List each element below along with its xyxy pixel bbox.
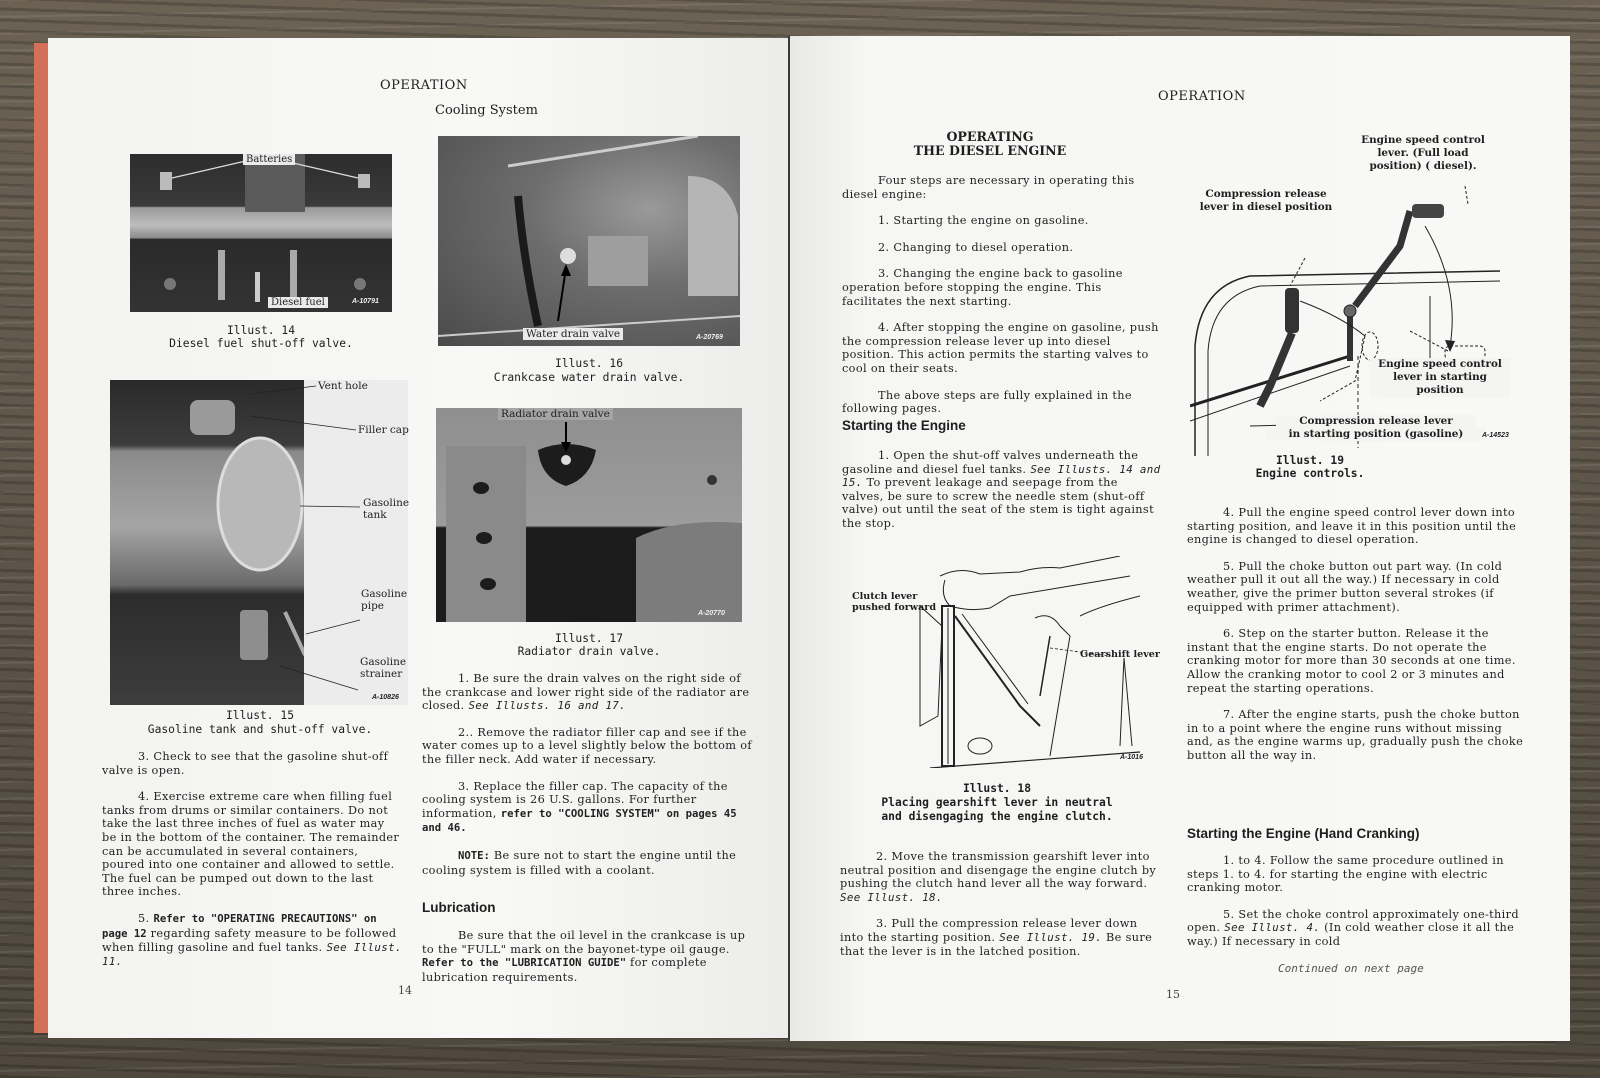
illust-17-caption: Radiator drain valve. [517,645,661,658]
paragraph: 7. After the engine starts, push the choke button in to a point where the engine runs without missing and, as the engine warms up, gradually push the choke button all the way in. [1187,708,1524,762]
illust-17-photo [436,408,742,622]
label-gasoline-tank-1: Gasoline [363,497,410,509]
illust-19-caption: Engine controls. [1255,467,1365,480]
illust-reference: See Illust. 18. [840,890,943,904]
paragraph: 3. Pull the compression release lever down into the starting position. See Illust. 19. Be sure that the lever is in the latched position. [840,917,1153,958]
page-number: 14 [398,984,412,997]
illust-code: A-20770 [698,610,725,617]
label-compression-start-2: in starting position (gasoline) [1266,428,1486,441]
paragraph: 5. Refer to "OPERATING PRECAUTIONS" on page 12 regarding safety measure to be followed when filling gasoline and fuel tanks. See Illust. 11. [102,911,402,968]
paragraph: 1. to 4. Follow the same procedure outlined in steps 1. to 4. for starting the engine with electric cranking motor. [1187,854,1504,895]
illust-code: A-14523 [1482,432,1509,439]
label-speed-lever-full-1: Engine speed control [1361,134,1485,146]
label-radiator-drain-valve: Radiator drain valve [498,408,613,420]
title-line-1: OPERATING [946,129,1034,144]
step-item: 1. Starting the engine on gasoline. [878,214,1089,228]
paragraph: 4. Exercise extreme care when filling fuel tanks from drums or similar containers. Do not take the last three inches of fuel as water may be in the bottom of the container. The remainder can be accumulated in several containers, poured into one container and allowed to settle. The fuel can be pumped out down to the last three inches. [102,790,400,899]
illust-reference: See Illust. 11. [102,941,402,968]
illust-14-caption: Diesel fuel shut-off valve. [169,337,353,350]
illust-14-drawing [130,154,392,312]
label-gasoline-tank-2: tank [363,509,387,521]
illust-reference: See Illusts. 14 and 15. [842,462,1161,490]
illust-15-leader-lines [110,380,410,705]
note: NOTE: Be sure not to start the engine until the cooling system is filled with a coolant. [422,848,737,877]
lubrication-text [422,929,754,997]
label-gasoline-strainer-1: Gasoline [360,656,407,668]
paragraph: 6. Step on the starter button. Release it the instant that the engine starts. Do not operate the cranking motor for more than 30 seconds at one time. Allow the cranking motor to cool 2 or 3 minutes and repeat the starting operations. [1187,627,1516,695]
page-15 [790,36,1570,1041]
illust-18-caption-2: and disengaging the engine clutch. [881,810,1113,823]
page-14 [48,38,790,1038]
paragraph: 5. Pull the choke button out part way. (In cold weather pull it out all the way.) If necessary in cold weather, give the primer button several strokes (if equipped with primer attachment). [1187,559,1503,614]
label-gearshift-lever: Gearshift lever [1080,649,1160,660]
label-vent-hole: Vent hole [318,380,368,392]
paragraph: Be sure that the oil level in the crankcase is up to the "FULL" mark on the bayonet-type oil gauge. Refer to the "LUBRICATION GUIDE" for complete lubrication requirements. [422,929,746,984]
label-water-drain-valve: Water drain valve [523,328,623,340]
illust-reference: See Illust. 19. [999,930,1103,944]
illust-reference: See Illusts. 16 and 17. [468,699,626,713]
label-clutch-lever-1: Clutch lever [852,591,918,602]
section-head: Cooling System [435,103,538,118]
illust-16-drawing [438,136,740,346]
illust-17-drawing [436,408,742,622]
label-compression-diesel-2: lever in diesel position [1199,201,1333,213]
illust-14-photo [130,154,392,312]
label-speed-lever-start-3: position [1370,384,1510,397]
paragraph: 5. Set the choke control approximately one-third open. See Illust. 4. (In cold weather close it all the way.) If necessary in cold [1187,907,1519,948]
label-speed-lever-full-2: lever. (Full load [1377,147,1469,159]
label-gasoline-strainer-2: strainer [360,668,403,680]
paragraph: 2.. Remove the radiator filler cap and see if the water comes up to a level slightly below the bottom of the filler neck. Add water if necessary. [422,725,752,766]
right-page-col2-text [1187,506,1527,776]
running-head: OPERATION [380,78,468,93]
step-item: 3. Changing the engine back to gasoline operation before stopping the engine. This facilitates the next starting. [842,267,1123,308]
label-gasoline-pipe-1: Gasoline [361,588,408,600]
illust-reference: See Illust. 4. [1224,921,1321,935]
paragraph: 1. Be sure the drain valves on the right side of the crankcase and lower right side of the radiator are closed. See Illusts. 16 and 17. [422,672,750,713]
intro-text [842,174,1162,429]
paragraph: 4. Pull the engine speed control lever down into starting position, and leave it in this position until the engine is changed to diesel operation. [1187,506,1517,547]
label-speed-lever-start-2: lever in starting [1370,371,1510,384]
title-line-2: THE DIESEL ENGINE [913,143,1067,158]
hand-cranking-heading: Starting the Engine (Hand Cranking) [1187,826,1420,841]
illust-code: A-10791 [352,298,379,305]
label-speed-lever-full-3: position) ( diesel). [1369,160,1477,172]
label-filler-cap: Filler cap [358,424,409,436]
illust-19-number: Illust. 19 [1275,454,1344,467]
illust-16-number: Illust. 16 [554,357,623,370]
illust-15-caption: Gasoline tank and shut-off valve. [147,723,373,736]
continued-note: Continued on next page [1278,962,1424,975]
paragraph: 2. Move the transmission gearshift lever into neutral position and disengage the engine clutch by pushing the clutch hand lever all the way forward. See Illust. 18. [840,850,1157,904]
step-item: 2. Changing to diesel operation. [878,240,1074,254]
left-column-text [102,750,402,981]
starting-text-2 [840,850,1162,971]
page-number: 15 [1166,988,1180,1001]
running-head: OPERATION [1158,89,1246,104]
illust-18-number: Illust. 18 [962,782,1031,795]
label-gasoline-pipe-2: pipe [361,600,385,612]
label-clutch-lever-2: pushed forward [852,602,937,613]
paragraph: Four steps are necessary in operating this diesel engine: [842,174,1135,201]
illust-17-number: Illust. 17 [554,632,623,645]
label-compression-start-1: Compression release lever [1276,415,1476,428]
lubrication-heading: Lubrication [422,900,496,915]
starting-engine-heading: Starting the Engine [842,418,966,433]
label-batteries: Batteries [243,154,295,165]
step-item: 4. After stopping the engine on gasoline, push the compression release lever up into diesel position. This action permits the starting valves to cool on their seats. [842,321,1159,375]
label-speed-lever-start-1: Engine speed control [1370,358,1510,371]
illust-code: A-20769 [696,334,723,341]
paragraph: The above steps are fully explained in the following pages. [842,388,1132,416]
illust-code: A-1016 [1120,754,1143,761]
paragraph: 3. Check to see that the gasoline shut-off valve is open. [102,750,389,777]
illust-16-photo [438,136,740,346]
paragraph: 1. Open the shut-off valves underneath the gasoline and diesel fuel tanks. See Illusts. 14 and 15. To prevent leakage and seepage from the valves, be sure to screw the needle stem (shut-off valve) out until the seat of the stem is tight against the stop. [842,449,1161,530]
illust-code: A-10826 [372,694,399,701]
label-diesel-fuel: Diesel fuel [268,297,328,308]
starting-text [842,449,1162,544]
paragraph: 3. Replace the filler cap. The capacity of the cooling system is 26 U.S. gallons. For further information, refer to "COOLING SYSTEM" on pages 45 and 46. [422,779,737,835]
cross-reference: Refer to "OPERATING PRECAUTIONS" on page 12 [102,912,377,940]
illust-16-caption: Crankcase water drain valve. [493,371,685,384]
illust-18-caption-1: Placing gearshift lever in neutral [881,796,1113,809]
right-column-text [422,672,754,890]
cross-reference: refer to "COOLING SYSTEM" on pages 45 and 46. [422,807,737,835]
label-compression-diesel-1: Compression release [1205,188,1327,200]
cross-reference: Refer to the "LUBRICATION GUIDE" [422,957,627,970]
hand-cranking-text [1187,854,1527,962]
illust-18-drawing [900,556,1140,768]
illust-15-number: Illust. 15 [225,709,294,722]
illust-14-number: Illust. 14 [226,324,295,337]
